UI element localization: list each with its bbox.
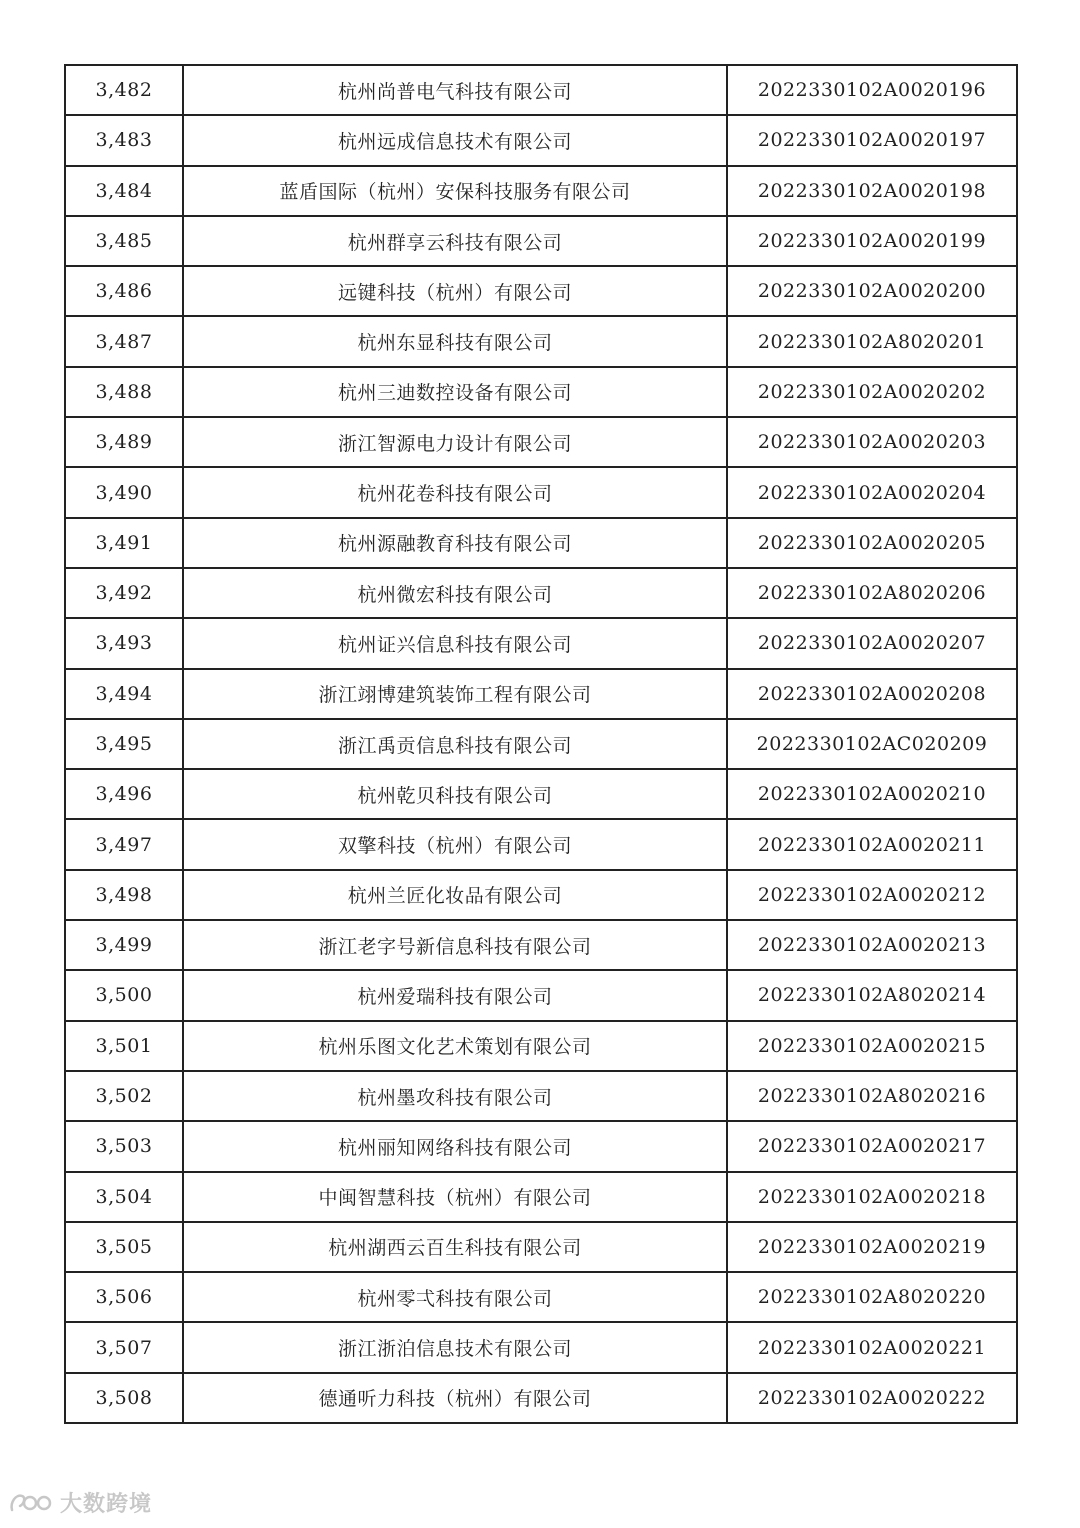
row-index-cell: 3,489 (65, 417, 183, 467)
registry-table-body (65, 65, 1017, 1423)
registration-code-cell: 2022330102A0020199 (727, 216, 1017, 266)
registration-code-cell: 2022330102A0020217 (727, 1121, 1017, 1171)
table-row (65, 920, 1017, 970)
company-name-cell: 杭州墨攻科技有限公司 (183, 1071, 727, 1121)
company-name-cell: 杭州尚普电气科技有限公司 (183, 65, 727, 115)
row-index-cell: 3,496 (65, 769, 183, 819)
table-row (65, 467, 1017, 517)
table-row (65, 518, 1017, 568)
brand-logo-icon (8, 1490, 54, 1516)
table-row (65, 1071, 1017, 1121)
row-index-cell: 3,499 (65, 920, 183, 970)
row-index-cell: 3,506 (65, 1272, 183, 1322)
row-index-cell: 3,487 (65, 316, 183, 366)
table-row (65, 1172, 1017, 1222)
row-index-cell: 3,497 (65, 819, 183, 869)
row-index-cell: 3,507 (65, 1322, 183, 1372)
table-row (65, 669, 1017, 719)
row-index-cell: 3,484 (65, 166, 183, 216)
registration-code-cell: 2022330102A0020196 (727, 65, 1017, 115)
registration-code-cell: 2022330102A8020216 (727, 1071, 1017, 1121)
company-name-cell: 杭州兰匠化妆品有限公司 (183, 870, 727, 920)
table-row (65, 970, 1017, 1020)
table-row (65, 1021, 1017, 1071)
registration-code-cell: 2022330102A0020205 (727, 518, 1017, 568)
row-index-cell: 3,492 (65, 568, 183, 618)
watermark (8, 1487, 152, 1518)
company-name-cell: 杭州爱瑞科技有限公司 (183, 970, 727, 1020)
registration-code-cell: 2022330102A0020219 (727, 1222, 1017, 1272)
company-name-cell: 杭州群享云科技有限公司 (183, 216, 727, 266)
registration-code-cell: 2022330102A0020197 (727, 115, 1017, 165)
table-row (65, 115, 1017, 165)
company-name-cell: 浙江禹贡信息科技有限公司 (183, 719, 727, 769)
table-row (65, 65, 1017, 115)
registry-sheet (64, 64, 1016, 1424)
row-index-cell: 3,505 (65, 1222, 183, 1272)
registration-code-cell: 2022330102A0020204 (727, 467, 1017, 517)
registration-code-cell: 2022330102A0020221 (727, 1322, 1017, 1372)
row-index-cell: 3,483 (65, 115, 183, 165)
company-name-cell: 杭州湖西云百生科技有限公司 (183, 1222, 727, 1272)
registration-code-cell: 2022330102A8020206 (727, 568, 1017, 618)
row-index-cell: 3,494 (65, 669, 183, 719)
registration-code-cell: 2022330102A0020208 (727, 669, 1017, 719)
company-name-cell: 杭州证兴信息科技有限公司 (183, 618, 727, 668)
table-row (65, 216, 1017, 266)
registration-code-cell: 2022330102AC020209 (727, 719, 1017, 769)
company-name-cell: 德通听力科技（杭州）有限公司 (183, 1373, 727, 1423)
registration-code-cell: 2022330102A0020202 (727, 367, 1017, 417)
row-index-cell: 3,501 (65, 1021, 183, 1071)
table-row (65, 1121, 1017, 1171)
row-index-cell: 3,490 (65, 467, 183, 517)
registration-code-cell: 2022330102A0020198 (727, 166, 1017, 216)
row-index-cell: 3,502 (65, 1071, 183, 1121)
registration-code-cell: 2022330102A0020213 (727, 920, 1017, 970)
table-row (65, 166, 1017, 216)
table-row (65, 367, 1017, 417)
table-row (65, 1322, 1017, 1372)
table-row (65, 870, 1017, 920)
company-name-cell: 双擎科技（杭州）有限公司 (183, 819, 727, 869)
company-name-cell: 浙江翊博建筑装饰工程有限公司 (183, 669, 727, 719)
table-row (65, 568, 1017, 618)
registration-code-cell: 2022330102A0020211 (727, 819, 1017, 869)
registration-code-cell: 2022330102A8020220 (727, 1272, 1017, 1322)
company-name-cell: 杭州花卷科技有限公司 (183, 467, 727, 517)
row-index-cell: 3,495 (65, 719, 183, 769)
registration-code-cell: 2022330102A0020218 (727, 1172, 1017, 1222)
company-name-cell: 杭州乐图文化艺术策划有限公司 (183, 1021, 727, 1071)
table-row (65, 1272, 1017, 1322)
row-index-cell: 3,482 (65, 65, 183, 115)
company-name-cell: 杭州丽知网络科技有限公司 (183, 1121, 727, 1171)
table-row (65, 769, 1017, 819)
company-registry-table (64, 64, 1018, 1424)
company-name-cell: 中闽智慧科技（杭州）有限公司 (183, 1172, 727, 1222)
row-index-cell: 3,491 (65, 518, 183, 568)
row-index-cell: 3,485 (65, 216, 183, 266)
registration-code-cell: 2022330102A0020215 (727, 1021, 1017, 1071)
table-row (65, 266, 1017, 316)
row-index-cell: 3,498 (65, 870, 183, 920)
table-row (65, 316, 1017, 366)
company-name-cell: 杭州东显科技有限公司 (183, 316, 727, 366)
row-index-cell: 3,500 (65, 970, 183, 1020)
registration-code-cell: 2022330102A0020222 (727, 1373, 1017, 1423)
company-name-cell: 杭州源融教育科技有限公司 (183, 518, 727, 568)
row-index-cell: 3,488 (65, 367, 183, 417)
company-name-cell: 蓝盾国际（杭州）安保科技服务有限公司 (183, 166, 727, 216)
registration-code-cell: 2022330102A0020207 (727, 618, 1017, 668)
table-row (65, 618, 1017, 668)
table-row (65, 819, 1017, 869)
registration-code-cell: 2022330102A0020203 (727, 417, 1017, 467)
row-index-cell: 3,503 (65, 1121, 183, 1171)
row-index-cell: 3,493 (65, 618, 183, 668)
registration-code-cell: 2022330102A8020214 (727, 970, 1017, 1020)
company-name-cell: 杭州三迪数控设备有限公司 (183, 367, 727, 417)
company-name-cell: 浙江浙泊信息技术有限公司 (183, 1322, 727, 1372)
registration-code-cell: 2022330102A8020201 (727, 316, 1017, 366)
company-name-cell: 杭州乾贝科技有限公司 (183, 769, 727, 819)
company-name-cell: 浙江老字号新信息科技有限公司 (183, 920, 727, 970)
row-index-cell: 3,486 (65, 266, 183, 316)
company-name-cell: 远键科技（杭州）有限公司 (183, 266, 727, 316)
company-name-cell: 杭州远成信息技术有限公司 (183, 115, 727, 165)
table-row (65, 719, 1017, 769)
table-row (65, 1373, 1017, 1423)
company-name-cell: 杭州零弌科技有限公司 (183, 1272, 727, 1322)
company-name-cell: 浙江智源电力设计有限公司 (183, 417, 727, 467)
company-name-cell: 杭州微宏科技有限公司 (183, 568, 727, 618)
row-index-cell: 3,508 (65, 1373, 183, 1423)
registration-code-cell: 2022330102A0020210 (727, 769, 1017, 819)
registration-code-cell: 2022330102A0020200 (727, 266, 1017, 316)
table-row (65, 1222, 1017, 1272)
row-index-cell: 3,504 (65, 1172, 183, 1222)
watermark-text: 大数跨境 (60, 1492, 153, 1517)
table-row (65, 417, 1017, 467)
registration-code-cell: 2022330102A0020212 (727, 870, 1017, 920)
